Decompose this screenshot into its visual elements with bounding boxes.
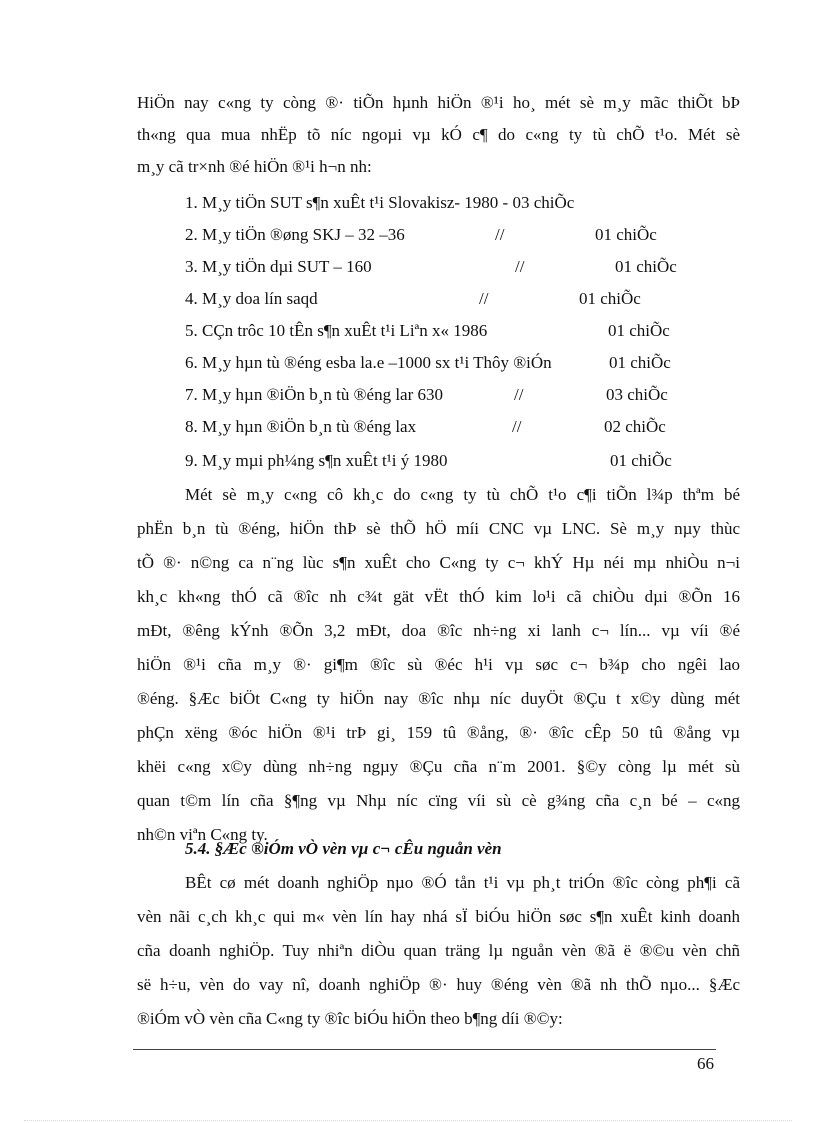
list-item-name: 6. M¸y hµn tù ®éng esba la.e –1000 sx t¹i Thôy ®iÓn (185, 353, 552, 372)
paragraph-line: HiÖn nay c«ng ty còng ®· tiÕn hµnh hiÖn ®¹i ho¸ mét sè m¸y mãc thiÕt bÞ (137, 93, 740, 112)
page-edge-divider (24, 1120, 792, 1121)
list-item-ditto: // (514, 385, 524, 404)
list-item-ditto: // (479, 289, 489, 308)
list-item-qty: 03 chiÕc (606, 385, 668, 404)
list-item-ditto: // (495, 225, 505, 244)
footer-rule (133, 1049, 716, 1050)
paragraph-line: tÕ ®· n©ng ca n¨ng lùc s¶n xuÊt cho C«ng ty c¬ khÝ Hµ néi mµ nhiÒu n¬i (137, 553, 740, 572)
paragraph-line: së h÷u, vèn do vay nî, doanh nghiÖp ®· huy ®éng vèn ®ã nh thÕ nµo... §Æc (137, 975, 740, 994)
page-number: 66 (697, 1054, 714, 1073)
paragraph-line: cña doanh nghiÖp. Tuy nhiªn diÒu quan träng lµ nguån vèn ®ã ë ®©u vèn chñ (137, 941, 740, 960)
list-item-name: 2. M¸y tiÖn ®øng SKJ – 32 –36 (185, 225, 405, 244)
paragraph-line: m¸y cã tr×nh ®é hiÖn ®¹i h¬n nh: (137, 157, 372, 176)
list-item-name: 1. M¸y tiÖn SUT s¶n xuÊt t¹i Slovakisz- 1980 - 03 chiÕc (185, 193, 575, 212)
list-item-qty: 01 chiÕc (610, 451, 672, 470)
list-item-name: 4. M¸y doa lín saqd (185, 289, 318, 308)
paragraph-line: kh¸c kh«ng thÓ cã ®îc nh c¾t gät vËt thÓ kim lo¹i cã chiÒu dµi ®Õn 16 (137, 587, 740, 606)
list-item-ditto: // (512, 417, 522, 436)
list-item-name: 5. CÇn trôc 10 tÊn s¶n xuÊt t¹i Liªn x« 1986 (185, 321, 488, 340)
paragraph-line: mÐt, ®êng kÝnh ®Õn 3,2 mÐt, doa ®îc nh÷ng xi lanh c¬ lín... vµ víi ®é (137, 621, 740, 640)
list-item-name: 3. M¸y tiÖn dµi SUT – 160 (185, 257, 372, 276)
list-item-qty: 01 chiÕc (595, 225, 657, 244)
paragraph-line: ®éng. §Æc biÖt C«ng ty hiÖn nay ®îc nhµ níc duyÖt ®Çu t x©y dùng mét (137, 689, 740, 708)
paragraph-line: Mét sè m¸y c«ng cô kh¸c do c«ng ty tù chÕ t¹o c¶i tiÕn l¾p thªm bé (185, 485, 740, 504)
paragraph-line: quan t©m lín cña §¶ng vµ Nhµ níc cïng víi sù cè g¾ng cña c¸n bé – c«ng (137, 791, 740, 810)
list-item-name: 8. M¸y hµn ®iÖn b¸n tù ®éng lax (185, 417, 417, 436)
list-item-qty: 01 chiÕc (609, 353, 671, 372)
paragraph-line: phËn b¸n tù ®éng, hiÖn thÞ sè thÕ hÖ míi CNC vµ LNC. Sè m¸y nµy thùc (137, 519, 740, 538)
paragraph-line: phÇn xëng ®óc hiÖn ®¹i trÞ gi¸ 159 tû ®ång, ®· ®îc cÊp 50 tû ®ång vµ (137, 723, 740, 742)
list-item-qty: 01 chiÕc (615, 257, 677, 276)
list-item-qty: 01 chiÕc (579, 289, 641, 308)
paragraph-line: th«ng qua mua nhËp tõ níc ngoµi vµ kÓ c¶ do c«ng ty tù chÕ t¹o. Mét sè (137, 125, 740, 144)
list-item-qty: 02 chiÕc (604, 417, 666, 436)
list-item-qty: 01 chiÕc (608, 321, 670, 340)
paragraph-line: khëi c«ng x©y dùng nh÷ng ngµy ®Çu cña n¨m 2001. §©y còng lµ mét sù (137, 757, 740, 776)
paragraph-line: hiÖn ®¹i cña m¸y ®· gi¶m ®îc sù ®éc h¹i vµ søc c¬ b¾p cho ngêi lao (137, 655, 740, 674)
list-item-ditto: // (515, 257, 525, 276)
list-item-name: 9. M¸y mµi ph¼ng s¶n xuÊt t¹i ý 1980 (185, 451, 448, 470)
paragraph-line: BÊt cø mét doanh nghiÖp nµo ®Ó tån t¹i vµ ph¸t triÓn ®îc còng ph¶i cã (185, 873, 740, 892)
paragraph-line: nh©n viªn C«ng ty. (137, 825, 268, 844)
list-item-name: 7. M¸y hµn ®iÖn b¸n tù ®éng lar 630 (185, 385, 444, 404)
paragraph-line: ®iÓm vÒ vèn cña C«ng ty ®îc biÓu hiÖn theo b¶ng díi ®©y: (137, 1009, 563, 1028)
section-heading: 5.4. §Æc ®iÓm vÒ vèn vµ c¬ cÊu nguån vèn (185, 839, 502, 858)
paragraph-line: vèn nãi c¸ch kh¸c qui m« vèn lín hay nhá sÏ biÓu hiÖn søc s¶n xuÊt kinh doanh (137, 907, 740, 926)
